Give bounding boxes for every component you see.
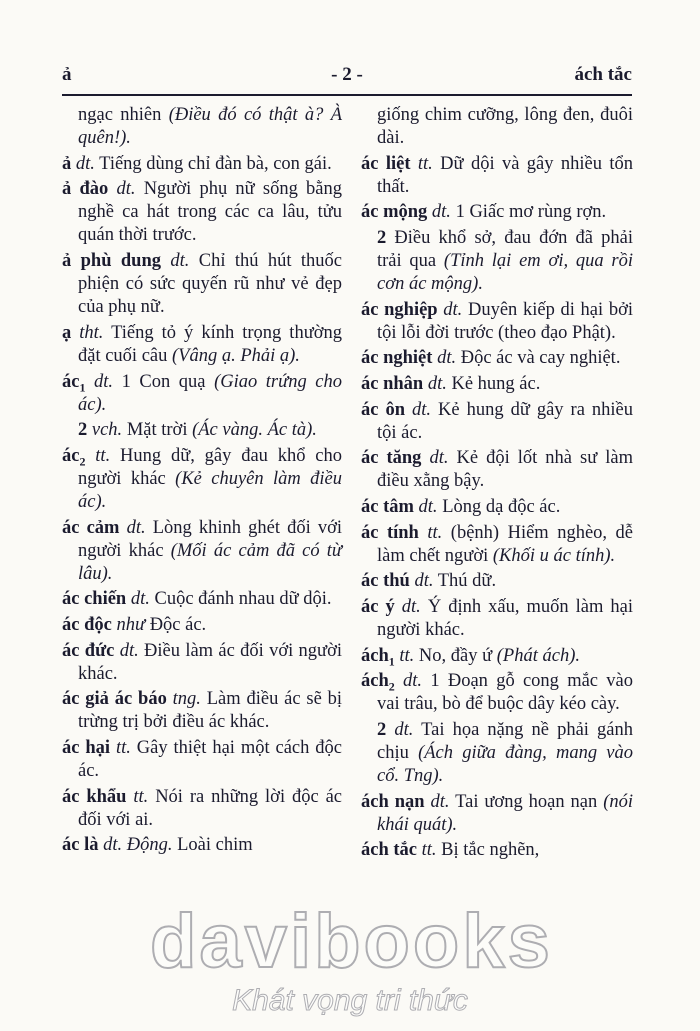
dictionary-entry — [62, 786, 342, 832]
sense-number: 2 — [377, 227, 395, 248]
part-of-speech: dt. — [126, 517, 146, 538]
headword: ả đào — [62, 179, 109, 200]
definition-text: 1 Con quạ — [113, 371, 215, 392]
definition-text: Kẻ hung dữ gây ra nhiều tội ác. — [377, 399, 634, 443]
headword: ác là — [62, 835, 99, 856]
headword: ác khẩu — [62, 786, 127, 807]
headword: ác giả ác báo — [62, 689, 167, 710]
headword: ả phù dung — [62, 251, 161, 272]
headword: ách tắc — [361, 840, 417, 861]
headword: ạ — [62, 322, 72, 343]
homonym-index: 2 — [79, 454, 86, 469]
part-of-speech: tht. — [79, 322, 104, 343]
dictionary-entry — [62, 688, 342, 734]
part-of-speech: tt. — [417, 153, 433, 174]
part-of-speech: dt. — [403, 671, 423, 692]
headword: ách — [361, 645, 389, 666]
entry-continuation — [361, 104, 633, 150]
part-of-speech: dt. — [437, 348, 457, 369]
definition-text: Tai họa nặng nề phải gánh chịu — [377, 719, 633, 763]
headword: ác tính — [361, 522, 419, 543]
headword: ả — [62, 153, 72, 174]
usage-example: (Khối u ác tính). — [492, 545, 616, 566]
dictionary-entry — [62, 178, 342, 247]
definition-text: Gây thiệt hại một cách độc ác. — [78, 737, 343, 782]
definition-text: Tai ương hoạn nạn — [449, 791, 604, 812]
page-number: - 2 - — [331, 64, 363, 85]
guide-word-left: ả — [62, 64, 72, 85]
usage-example: (nói khái quát). — [377, 791, 634, 835]
part-of-speech: dt. — [401, 596, 421, 617]
usage-example: (Giao trứng cho ác). — [78, 371, 342, 415]
homonym-index: 1 — [388, 654, 395, 669]
guide-word-right: ách tắc — [574, 64, 632, 85]
part-of-speech: tt. — [115, 737, 131, 758]
dictionary-entry — [62, 614, 342, 637]
part-of-speech: tt. — [421, 840, 437, 861]
sense-number: 2 — [78, 420, 92, 441]
dictionary-entry — [361, 347, 633, 370]
definition-text: Loài chim — [172, 835, 253, 856]
dictionary-entry — [62, 834, 342, 857]
definition-text: ngạc nhiên — [78, 105, 169, 125]
definition-text: Kẻ đội lốt nhà sư làm điều xằng bậy. — [377, 448, 634, 492]
definition-text: giống chim cưỡng, lông đen, đuôi dài. — [377, 105, 633, 149]
definition-text: Dữ dội và gây nhiều tổn thất. — [377, 153, 633, 197]
dictionary-entry — [62, 371, 342, 417]
part-of-speech: như — [116, 614, 146, 635]
usage-example: (Kẻ chuyên làm điều ác). — [78, 468, 343, 512]
definition-text: Cuộc đánh nhau dữ dội. — [149, 589, 332, 610]
usage-example: (Tỉnh lại em ơi, qua rồi cơn ác mộng). — [377, 251, 633, 295]
dictionary-entry — [361, 373, 633, 396]
usage-example: (Phát ách). — [496, 645, 580, 666]
usage-example: (Mối ác cảm đã có từ lâu). — [78, 540, 343, 584]
dictionary-entry — [361, 570, 633, 593]
headword: ác tâm — [361, 497, 414, 517]
part-of-speech: dt. Động. — [103, 835, 173, 856]
dictionary-entry — [62, 588, 342, 611]
definition-text: Tiếng dùng chỉ đàn bà, con gái. — [94, 153, 332, 174]
definition-text: 1 Đoạn gỗ cong mắc vào vai trâu, bò để buộc dây kéo cày. — [377, 671, 634, 715]
dictionary-entry — [361, 201, 633, 224]
dictionary-entry — [361, 496, 633, 519]
headword: ác nghiệt — [361, 348, 433, 369]
part-of-speech: tt. — [95, 445, 111, 466]
part-of-speech: dt. — [170, 251, 190, 272]
dictionary-entry — [62, 153, 342, 176]
definition-text: Ý định xấu, muốn làm hại người khác. — [377, 596, 634, 640]
part-of-speech: dt. — [75, 153, 95, 174]
part-of-speech: dt. — [130, 589, 150, 610]
part-of-speech: dt. — [427, 374, 447, 395]
part-of-speech: dt. — [116, 179, 136, 200]
headword: ác ôn — [361, 399, 405, 420]
definition-text: (bệnh) Hiểm nghèo, dễ làm chết người — [377, 522, 634, 566]
dictionary-entry — [62, 640, 342, 686]
watermark-logo: davibooks — [150, 899, 553, 984]
entry-continuation — [62, 104, 342, 150]
definition-text: Làm điều ác sẽ bị trừng trị bởi điều ác khác. — [78, 689, 343, 733]
part-of-speech: tt. — [133, 786, 149, 807]
definition-text: Người phụ nữ sống bằng nghề ca hát trong các ca lâu, tửu quán thời trước. — [78, 179, 343, 246]
dictionary-entry — [361, 596, 633, 642]
headword: ác hại — [62, 737, 111, 758]
definition-text: 1 Giấc mơ rùng rợn. — [450, 202, 607, 223]
usage-example: (Ác vàng. Ác tà). — [192, 420, 317, 441]
part-of-speech: dt. — [94, 371, 114, 392]
usage-example: (Vâng ạ. Phải ạ). — [172, 345, 300, 366]
part-of-speech: dt. — [412, 399, 432, 420]
headword: ác ý — [361, 596, 395, 617]
dictionary-entry — [361, 153, 633, 199]
homonym-index: 1 — [79, 380, 86, 395]
definition-text: Độc ác. — [145, 614, 207, 635]
sense-item — [377, 719, 633, 788]
usage-example: (Ách giữa đàng, mang vào cổ. Tng). — [377, 742, 633, 787]
dictionary-entry — [361, 522, 633, 568]
definition-text: Hung dữ, gây đau khổ cho người khác — [78, 445, 343, 489]
headword: ác — [62, 371, 80, 392]
headword: ác nhân — [361, 374, 424, 395]
dictionary-entry — [361, 447, 633, 493]
definition-text: Điều khổ sở, đau đớn đã phải trải qua — [377, 227, 634, 272]
dictionary-entry — [361, 399, 633, 445]
definition-text: Chỉ thú hút thuốc phiện có sức quyến rũ như vẻ đẹp của phụ nữ. — [78, 251, 342, 318]
definition-text: Tiếng tỏ ý kính trọng thường đặt cuối câu — [78, 322, 343, 366]
definition-text: Bị tắc nghẽn, — [436, 840, 540, 861]
definition-text: Nói ra những lời độc ác đối với ai. — [78, 786, 343, 830]
left-column — [62, 104, 342, 860]
usage-example: (Điều đó có thật à? À quên!). — [78, 105, 342, 149]
definition-text: Điều làm ác đối với người khác. — [78, 640, 343, 684]
part-of-speech: dt. — [429, 448, 449, 469]
part-of-speech: tng. — [172, 689, 201, 710]
part-of-speech: dt. — [430, 791, 450, 812]
definition-text: Thú dữ. — [433, 571, 497, 592]
headword: ác cảm — [62, 517, 120, 538]
header-rule — [62, 94, 632, 96]
definition-text: Độc ác và cay nghiệt. — [456, 348, 621, 369]
dictionary-entry — [62, 517, 342, 586]
part-of-speech: tt. — [399, 645, 415, 666]
headword: ác — [62, 445, 80, 466]
right-column — [361, 104, 633, 865]
headword: ác nghiệp — [361, 299, 438, 320]
headword: ác thú — [361, 571, 410, 592]
part-of-speech: dt. — [431, 202, 451, 223]
part-of-speech: dt. — [394, 719, 414, 740]
definition-text: Kẻ hung ác. — [446, 374, 541, 395]
dictionary-entry — [361, 645, 633, 668]
headword: ác tăng — [361, 448, 422, 469]
part-of-speech: vch. — [91, 420, 123, 441]
homonym-index: 2 — [388, 679, 395, 694]
part-of-speech: dt. — [414, 571, 434, 592]
dictionary-entry — [361, 670, 633, 716]
part-of-speech: dt. — [443, 299, 463, 320]
headword: ách — [361, 671, 389, 692]
definition-text: Mặt trời — [122, 420, 193, 441]
headword: ác chiến — [62, 589, 127, 610]
part-of-speech: dt. — [418, 497, 438, 517]
headword: ác đức — [62, 640, 115, 661]
sense-item — [78, 419, 342, 442]
part-of-speech: dt. — [119, 640, 139, 661]
dictionary-entry — [62, 445, 342, 514]
dictionary-entry — [361, 299, 633, 345]
watermark-tagline: Khát vọng tri thức — [232, 984, 468, 1017]
definition-text: Duyên kiếp di hại bởi tội lỗi đời trước (theo đạo Phật). — [377, 299, 633, 343]
definition-text: No, đầy ứ — [414, 645, 497, 666]
sense-item — [377, 227, 633, 296]
headword: ác liệt — [361, 153, 411, 174]
dictionary-entry — [62, 250, 342, 319]
definition-text: Lòng dạ độc ác. — [437, 497, 561, 517]
dictionary-entry — [62, 322, 342, 368]
headword: ác độc — [62, 614, 112, 635]
definition-text: Lòng khinh ghét đối với người khác — [78, 517, 343, 561]
dictionary-entry — [361, 839, 633, 862]
page-header — [62, 62, 632, 92]
headword: ác mộng — [361, 202, 428, 223]
part-of-speech: tt. — [427, 522, 443, 543]
dictionary-entry — [361, 791, 633, 837]
sense-number: 2 — [377, 719, 395, 740]
dictionary-entry — [62, 737, 342, 783]
headword: ách nạn — [361, 791, 425, 812]
